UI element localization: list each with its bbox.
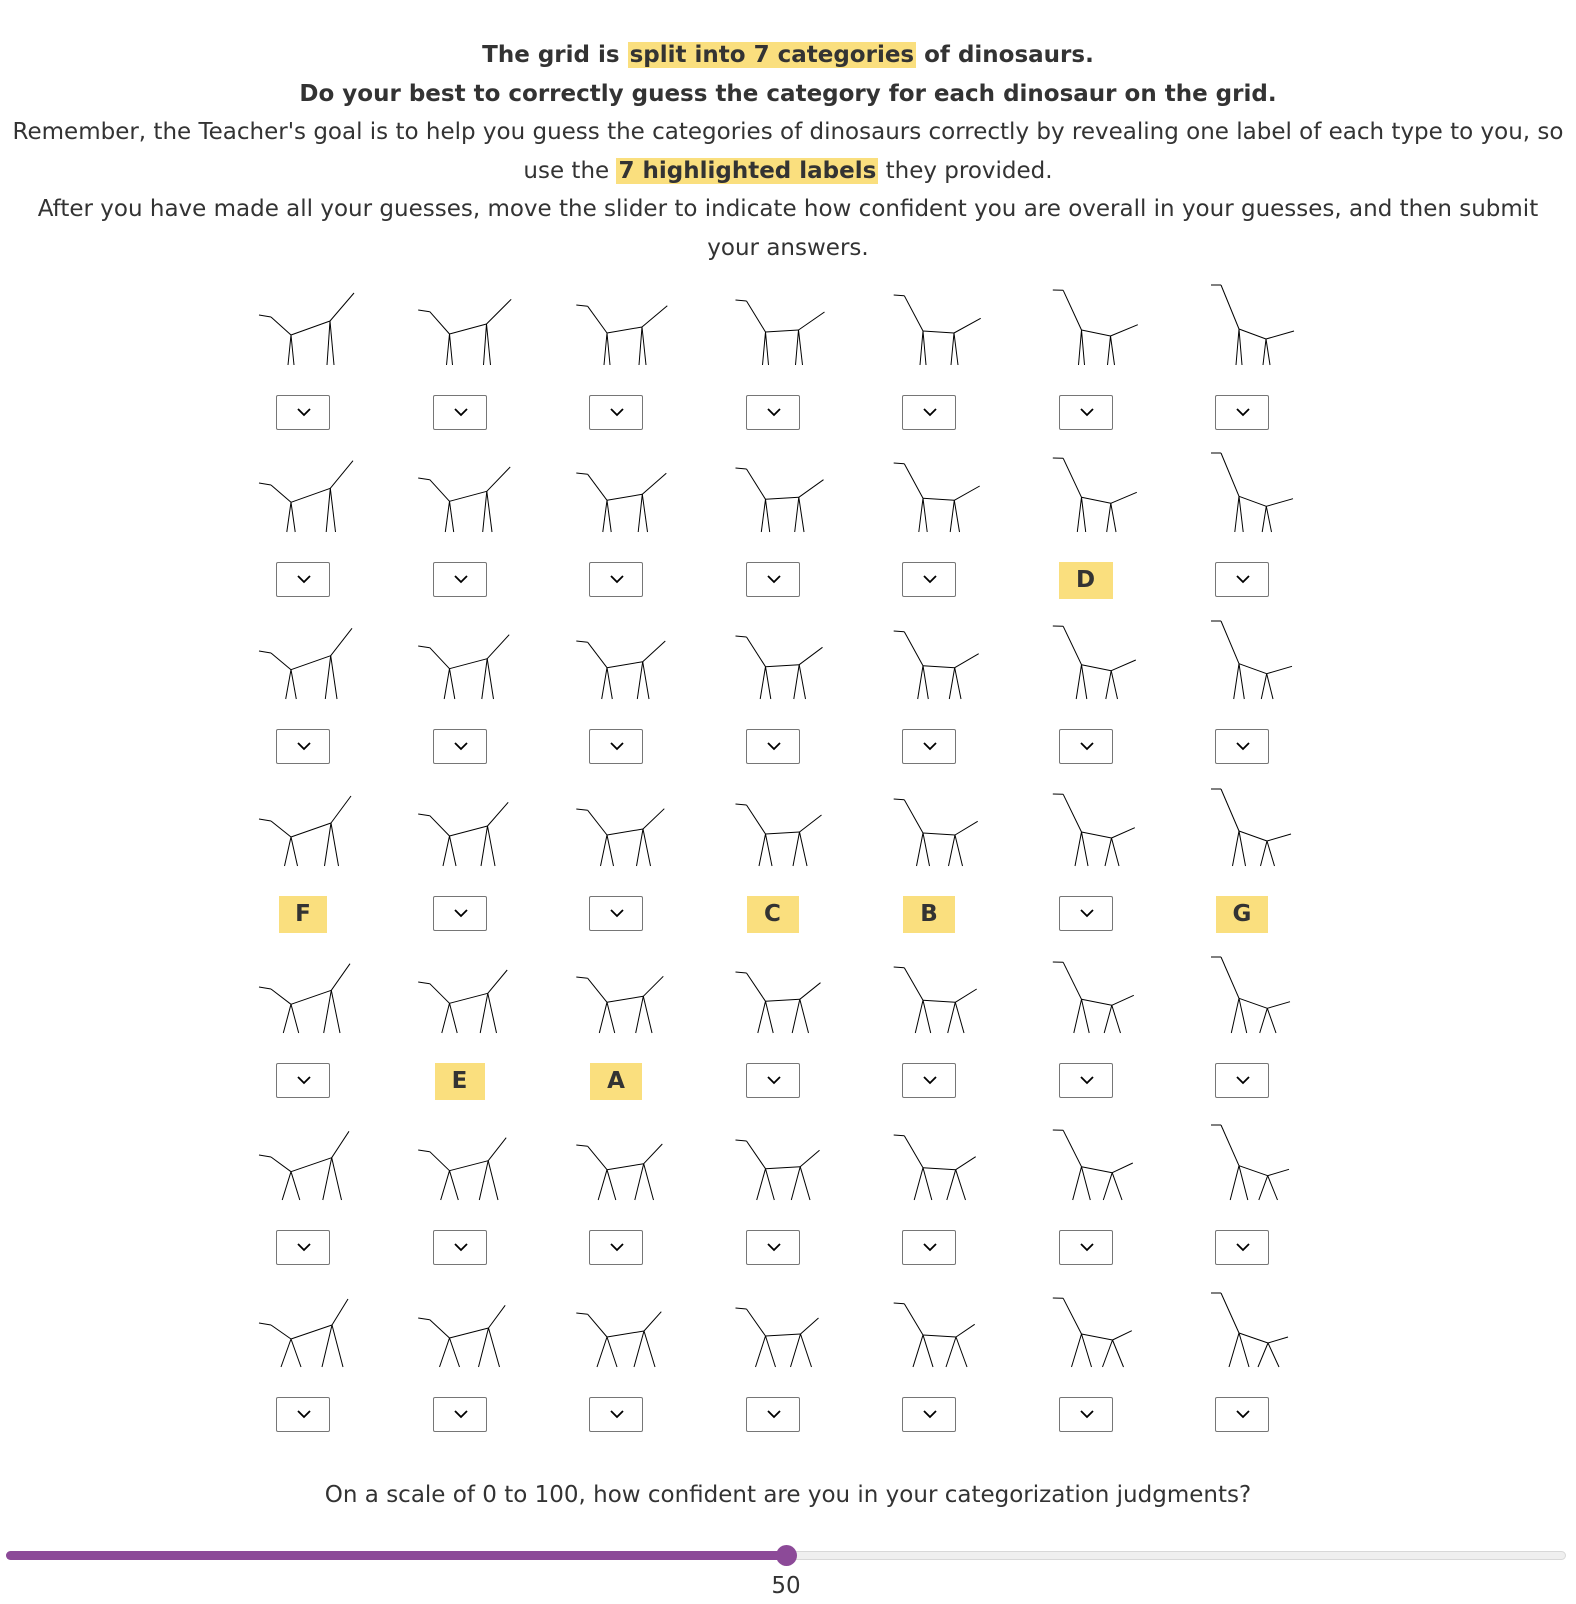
grid-cell — [255, 619, 385, 769]
chevron-down-icon — [922, 404, 938, 420]
instruction-line-4: After you have made all your guesses, move the slider to indicate how confident you are overall in your guesses, and then submit your answers. — [37, 196, 1539, 261]
chevron-down-icon — [1079, 738, 1095, 754]
dinosaur-figure — [1194, 285, 1324, 385]
grid-cell — [881, 619, 1011, 769]
chevron-down-icon — [922, 1406, 938, 1422]
dinosaur-figure — [725, 1287, 855, 1387]
category-dropdown[interactable] — [276, 395, 330, 430]
dinosaur-figure — [412, 452, 542, 552]
grid-cell — [1038, 1120, 1168, 1270]
chevron-down-icon — [766, 571, 782, 587]
category-dropdown[interactable] — [1215, 1230, 1269, 1265]
grid-cell — [725, 619, 855, 769]
dinosaur-figure — [881, 285, 1011, 385]
grid-cell — [255, 786, 385, 936]
chevron-down-icon — [453, 571, 469, 587]
dinosaur-figure — [1038, 786, 1168, 886]
chevron-down-icon — [922, 1072, 938, 1088]
grid-cell — [412, 452, 542, 602]
grid-cell — [725, 953, 855, 1103]
dinosaur-figure — [568, 452, 698, 552]
dinosaur-figure — [412, 285, 542, 385]
category-dropdown[interactable] — [589, 896, 643, 931]
grid-cell — [255, 1120, 385, 1270]
confidence-slider[interactable] — [0, 1540, 1576, 1570]
dinosaur-figure — [1194, 452, 1324, 552]
chevron-down-icon — [453, 905, 469, 921]
grid-cell — [412, 285, 542, 435]
chevron-down-icon — [1079, 1406, 1095, 1422]
revealed-label-badge: D — [1059, 562, 1113, 599]
dinosaur-figure — [568, 1120, 698, 1220]
grid-cell — [725, 1120, 855, 1270]
chevron-down-icon — [922, 571, 938, 587]
category-dropdown[interactable] — [1059, 395, 1113, 430]
grid-cell — [1194, 786, 1324, 936]
grid-cell — [255, 285, 385, 435]
chevron-down-icon — [1079, 905, 1095, 921]
grid-cell — [725, 452, 855, 602]
chevron-down-icon — [453, 1406, 469, 1422]
instruction-text: of dinosaurs. — [916, 42, 1094, 68]
category-dropdown[interactable] — [433, 562, 487, 597]
dinosaur-figure — [881, 452, 1011, 552]
dinosaur-figure — [412, 953, 542, 1053]
chevron-down-icon — [296, 738, 312, 754]
revealed-label-badge: E — [435, 1063, 485, 1100]
grid-cell — [1194, 619, 1324, 769]
revealed-label-badge: B — [903, 896, 955, 933]
category-dropdown[interactable] — [746, 1230, 800, 1265]
dinosaur-figure — [725, 1120, 855, 1220]
grid-cell — [725, 786, 855, 936]
grid-cell — [1194, 953, 1324, 1103]
chevron-down-icon — [609, 738, 625, 754]
grid-cell — [881, 953, 1011, 1103]
dinosaur-figure — [255, 1120, 385, 1220]
chevron-down-icon — [609, 1239, 625, 1255]
category-dropdown[interactable] — [746, 1397, 800, 1432]
dinosaur-figure — [412, 619, 542, 719]
dinosaur-figure — [255, 285, 385, 385]
dinosaur-figure — [1038, 285, 1168, 385]
grid-cell — [255, 953, 385, 1103]
category-dropdown[interactable] — [433, 395, 487, 430]
grid-cell — [881, 1287, 1011, 1437]
grid-cell — [881, 285, 1011, 435]
chevron-down-icon — [1235, 404, 1251, 420]
revealed-label-badge: C — [747, 896, 799, 933]
chevron-down-icon — [1235, 1072, 1251, 1088]
dinosaur-figure — [881, 619, 1011, 719]
chevron-down-icon — [1235, 1239, 1251, 1255]
category-dropdown[interactable] — [589, 1230, 643, 1265]
dinosaur-figure — [881, 1287, 1011, 1387]
grid-cell — [1194, 285, 1324, 435]
grid-cell — [1194, 1120, 1324, 1270]
category-dropdown[interactable] — [589, 562, 643, 597]
category-dropdown[interactable] — [1059, 729, 1113, 764]
category-dropdown[interactable] — [433, 729, 487, 764]
dinosaur-figure — [568, 786, 698, 886]
category-dropdown[interactable] — [589, 729, 643, 764]
chevron-down-icon — [296, 571, 312, 587]
instruction-line-1 — [0, 36, 1576, 75]
grid-cell — [568, 1287, 698, 1437]
grid-cell — [412, 1287, 542, 1437]
instruction-text: they provided. — [878, 157, 1053, 184]
revealed-label-badge: A — [590, 1063, 642, 1100]
grid-cell — [255, 1287, 385, 1437]
grid-cell — [568, 953, 698, 1103]
category-dropdown[interactable] — [276, 562, 330, 597]
highlight-labels: 7 highlighted labels — [618, 157, 877, 184]
grid-cell — [412, 1120, 542, 1270]
chevron-down-icon — [453, 738, 469, 754]
confidence-question: On a scale of 0 to 100, how confident are you in your categorization judgments? — [324, 1482, 1252, 1508]
instruction-line-3 — [0, 113, 1576, 190]
grid-cell — [568, 786, 698, 936]
dinosaur-figure — [725, 285, 855, 385]
chevron-down-icon — [1235, 738, 1251, 754]
dinosaur-figure — [255, 953, 385, 1053]
dinosaur-figure — [881, 786, 1011, 886]
grid-cell — [412, 619, 542, 769]
category-dropdown[interactable] — [1059, 1063, 1113, 1098]
chevron-down-icon — [922, 1239, 938, 1255]
category-dropdown[interactable] — [1215, 395, 1269, 430]
dinosaur-figure — [1038, 619, 1168, 719]
chevron-down-icon — [609, 571, 625, 587]
highlight-categories: split into 7 categories — [629, 42, 915, 68]
category-dropdown[interactable] — [746, 1063, 800, 1098]
category-dropdown[interactable] — [589, 395, 643, 430]
category-dropdown[interactable] — [1215, 562, 1269, 597]
dinosaur-figure — [1038, 452, 1168, 552]
chevron-down-icon — [609, 404, 625, 420]
chevron-down-icon — [453, 404, 469, 420]
category-dropdown[interactable] — [902, 1230, 956, 1265]
chevron-down-icon — [296, 1072, 312, 1088]
grid-cell — [568, 1120, 698, 1270]
grid-cell — [1038, 452, 1168, 602]
grid-cell — [412, 786, 542, 936]
dinosaur-figure — [1038, 1120, 1168, 1220]
category-dropdown[interactable] — [902, 1063, 956, 1098]
category-dropdown[interactable] — [433, 1397, 487, 1432]
dinosaur-grid — [255, 285, 1375, 1465]
chevron-down-icon — [922, 738, 938, 754]
category-dropdown[interactable] — [1215, 1397, 1269, 1432]
grid-cell — [1038, 953, 1168, 1103]
category-dropdown[interactable] — [1215, 729, 1269, 764]
dinosaur-figure — [568, 953, 698, 1053]
chevron-down-icon — [609, 1406, 625, 1422]
grid-cell — [568, 285, 698, 435]
grid-cell — [881, 1120, 1011, 1270]
category-dropdown[interactable] — [433, 896, 487, 931]
dinosaur-figure — [255, 452, 385, 552]
dinosaur-figure — [568, 1287, 698, 1387]
dinosaur-figure — [725, 786, 855, 886]
dinosaur-figure — [1038, 1287, 1168, 1387]
category-dropdown[interactable] — [1215, 1063, 1269, 1098]
slider-thumb[interactable] — [776, 1545, 797, 1566]
instruction-text: Remember, the Teacher's goal is to help you guess the categories of dinosaurs correctly by revealing one label of each type to you, so use the — [12, 119, 1564, 184]
chevron-down-icon — [766, 738, 782, 754]
category-dropdown[interactable] — [902, 562, 956, 597]
chevron-down-icon — [1235, 1406, 1251, 1422]
dinosaur-figure — [1194, 1287, 1324, 1387]
dinosaur-figure — [725, 452, 855, 552]
dinosaur-figure — [255, 1287, 385, 1387]
dinosaur-figure — [881, 953, 1011, 1053]
grid-cell — [881, 786, 1011, 936]
category-dropdown[interactable] — [746, 395, 800, 430]
category-dropdown[interactable] — [902, 1397, 956, 1432]
category-dropdown[interactable] — [276, 729, 330, 764]
category-dropdown[interactable] — [902, 729, 956, 764]
dinosaur-figure — [1194, 953, 1324, 1053]
chevron-down-icon — [296, 1406, 312, 1422]
instruction-line-2: Do your best to correctly guess the category for each dinosaur on the grid. — [299, 80, 1277, 107]
dinosaur-figure — [1038, 953, 1168, 1053]
category-dropdown[interactable] — [746, 729, 800, 764]
slider-value: 50 — [771, 1573, 801, 1599]
category-dropdown[interactable] — [276, 1063, 330, 1098]
chevron-down-icon — [609, 905, 625, 921]
category-dropdown[interactable] — [433, 1230, 487, 1265]
grid-cell — [255, 452, 385, 602]
slider-fill — [6, 1551, 786, 1560]
revealed-label-badge: G — [1216, 896, 1268, 933]
dinosaur-figure — [412, 786, 542, 886]
instruction-text: The grid is — [482, 42, 628, 68]
chevron-down-icon — [453, 1239, 469, 1255]
grid-cell — [1194, 1287, 1324, 1437]
grid-cell — [725, 285, 855, 435]
grid-cell — [1038, 619, 1168, 769]
category-dropdown[interactable] — [1059, 896, 1113, 931]
dinosaur-figure — [568, 285, 698, 385]
dinosaur-figure — [412, 1287, 542, 1387]
dinosaur-figure — [725, 619, 855, 719]
category-dropdown[interactable] — [746, 562, 800, 597]
dinosaur-figure — [568, 619, 698, 719]
grid-cell — [1038, 1287, 1168, 1437]
grid-cell — [1038, 786, 1168, 936]
chevron-down-icon — [1235, 571, 1251, 587]
grid-cell — [568, 452, 698, 602]
chevron-down-icon — [1079, 404, 1095, 420]
dinosaur-figure — [412, 1120, 542, 1220]
grid-cell — [1194, 452, 1324, 602]
dinosaur-figure — [255, 619, 385, 719]
category-dropdown[interactable] — [1059, 1397, 1113, 1432]
grid-cell — [881, 452, 1011, 602]
chevron-down-icon — [296, 404, 312, 420]
chevron-down-icon — [1079, 1239, 1095, 1255]
chevron-down-icon — [766, 404, 782, 420]
chevron-down-icon — [296, 1239, 312, 1255]
dinosaur-figure — [881, 1120, 1011, 1220]
dinosaur-figure — [1194, 619, 1324, 719]
dinosaur-figure — [255, 786, 385, 886]
dinosaur-figure — [1194, 1120, 1324, 1220]
grid-cell — [568, 619, 698, 769]
dinosaur-figure — [725, 953, 855, 1053]
category-dropdown[interactable] — [902, 395, 956, 430]
revealed-label-badge: F — [279, 896, 327, 933]
category-dropdown[interactable] — [589, 1397, 643, 1432]
instructions — [0, 36, 1576, 267]
category-dropdown[interactable] — [276, 1397, 330, 1432]
category-dropdown[interactable] — [1059, 1230, 1113, 1265]
chevron-down-icon — [1079, 1072, 1095, 1088]
chevron-down-icon — [766, 1239, 782, 1255]
grid-cell — [412, 953, 542, 1103]
grid-cell — [725, 1287, 855, 1437]
category-dropdown[interactable] — [276, 1230, 330, 1265]
chevron-down-icon — [766, 1072, 782, 1088]
chevron-down-icon — [766, 1406, 782, 1422]
grid-cell — [1038, 285, 1168, 435]
dinosaur-figure — [1194, 786, 1324, 886]
